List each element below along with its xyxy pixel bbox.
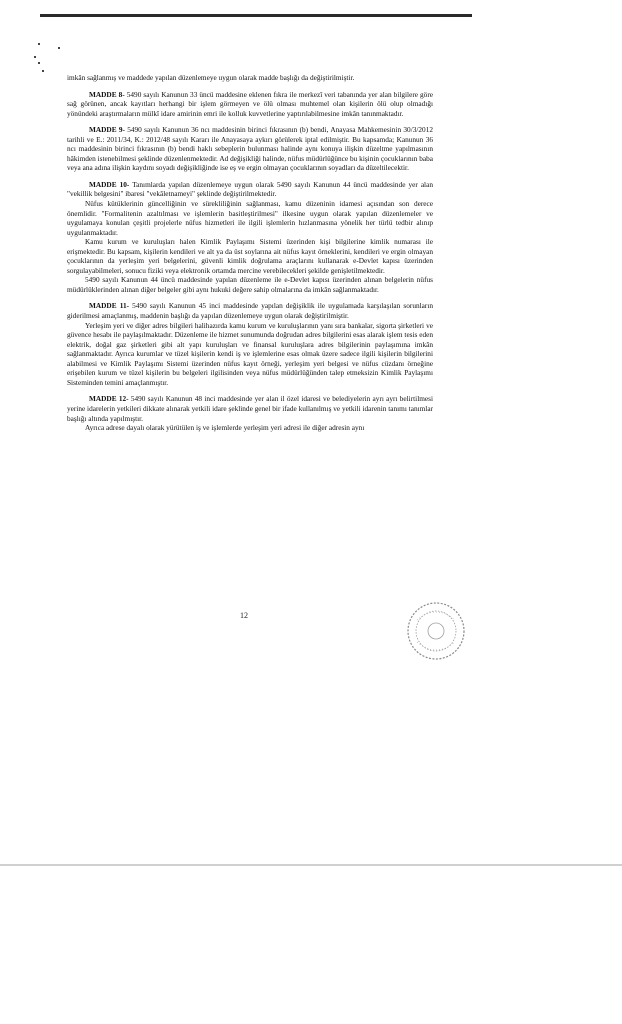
article-12-heading: MADDE 12- bbox=[89, 394, 129, 404]
article-9-text: 5490 sayılı Kanunun 36 ncı maddesinin birinci fıkrasının (b) bendi, Anayasa Mahkemesinin 30/3/2012 tarihli ve E.: 2011/34, K.: 2012/48 sayılı Kararı ile Anayasaya aykırı görülerek iptal edilmiştir. Bu kapsamda; Kanunun 36 ncı maddesinin birinci fıkrasının (b) bendi haklı sebeplerin bulunması halinde aynı konuya ilişkin düzeltme yapılmasının hâkimden istenebilmesi şeklinde düzenlenmektedir. Ad değişikliği halinde, nüfus müdürlüğünce bu kişinin çocuklarının baba veya ana adına ilişkin kaydını soyadı değişikliğinde ise eş ve ergin olmayan çocuklarının soyadları da düzeltilecektir. bbox=[67, 125, 433, 173]
article-8-paragraph bbox=[67, 90, 433, 119]
scan-speck bbox=[42, 70, 44, 72]
article-10-paragraph bbox=[67, 180, 433, 199]
article-11-paragraph bbox=[67, 301, 433, 320]
article-10-text-2: Nüfus kütüklerinin güncelliğinin ve sürekliliğinin sağlanması, kamu düzeninin idamesi açısından son derece önemlidir. "Formalitenin azaltılması ve işlemlerin basitleştirilmesi" ilkesine uygun olarak yapılan düzenlemeler ve uygulamaya konulan çeşitli projelerle nüfus hizmetleri ile ilgili işlemlerin hızlanmasına yönelik her türlü tedbir alınıp uygulanmaktadır. bbox=[67, 199, 433, 237]
article-12-paragraph bbox=[67, 394, 433, 423]
top-rule bbox=[40, 14, 472, 17]
document-body bbox=[67, 73, 433, 433]
article-9-heading: MADDE 9- bbox=[89, 125, 125, 135]
scan-speck bbox=[58, 47, 60, 49]
article-10-text-3: Kamu kurum ve kuruluşları halen Kimlik Paylaşımı Sistemi üzerinden kişi bilgilerine kimlik numarası ile erişmektedir. Bu kapsam, kişilerin kendileri ve alt ya da üst soylarına ait nüfus kayıt örneklerini, kendileri ve ergin olmayan çocuklarının da yerleşim yeri belgelerini, güvenli kimlik doğrulama araçlarını kullanarak e-Devlet kapısı üzerinden sorgulayabilmeleri, sonucu fiziki veya elektronik ortamda mercine verebilecekleri şekilde genişletilmektedir. bbox=[67, 237, 433, 275]
scan-speck bbox=[38, 62, 40, 64]
article-8-text: 5490 sayılı Kanunun 33 üncü maddesine eklenen fıkra ile merkezî veri tabanında yer alan bilgilere göre sağ görünen, ancak kayıtları herhangi bir işlem görmeyen ve ölü olması muhtemel olan kişilerin ölü olup olmadığı yönündeki araştırmaların mülkî idare amirinin emri ile kolluk kuvvetlerine yaptırılabilmesine imkân tanınmaktadır. bbox=[67, 89, 433, 118]
article-8-heading: MADDE 8- bbox=[89, 89, 125, 99]
scan-bottom-edge bbox=[0, 864, 622, 866]
page-number: 12 bbox=[240, 611, 248, 620]
official-seal-icon bbox=[405, 600, 467, 662]
scan-speck bbox=[38, 43, 40, 45]
lead-paragraph: imkân sağlanmış ve maddede yapılan düzenlemeye uygun olarak madde başlığı da değiştirilmiştir. bbox=[67, 73, 355, 82]
scan-speck bbox=[34, 56, 36, 58]
article-12-text: 5490 sayılı Kanunun 48 inci maddesinde yer alan il özel idaresi ve belediyelerin ayrı ayrı belirtilmesi yerine idarelerin yetkileri dikkate alınarak yetkili idare şeklinde genel bir ifade kullanılmış ve yetkili idarenin tanımı tanımlar başlığı altında yapılmıştır. bbox=[67, 394, 433, 423]
article-10-text-4: 5490 sayılı Kanunun 44 üncü maddesinde yapılan düzenleme ile e-Devlet kapısı üzerinden alınan belgelerin nüfus müdürlüklerinden alınan diğer belgeler gibi aynı hukuki değere sahip olmalarına da imkân sağlanmaktadır. bbox=[67, 275, 433, 294]
article-10-heading: MADDE 10- bbox=[89, 179, 130, 189]
article-11-heading: MADDE 11- bbox=[89, 301, 130, 311]
article-11-text-2: Yerleşim yeri ve diğer adres bilgileri halihazırda kamu kurum ve kuruluşlarının yanı sıra bankalar, sigorta şirketleri ve güvence hesabı ile paylaşılmaktadır. Düzenleme ile hizmet sunumunda doğrudan adres bilgilerini esas alarak işlem tesis eden elektrik, doğal gaz şirketleri gibi alt yapı kuruluşları ve finansal kuruluşlara adres bilgilerinin paylaşımına imkân sağlanmaktadır. Ayrıca kurumlar ve tüzel kişilerin kendi iş ve işlemlerine esas olmak üzere sadece ilgili kişilerin bilgilerini alabilmesi ve Kimlik Paylaşımı Sistemi üzerinden nüfus kayıt örneği, yerleşim yeri belgesi ve nüfus cüzdanı örneğine erişebilen kurum ve tüzel kişilerin bu belgeleri ilgilisinden veya nüfus müdürlüğünden talep etmeksizin Kimlik Paylaşımı Sisteminden temini amaçlanmıştır. bbox=[67, 320, 433, 387]
article-11-text: 5490 sayılı Kanunun 45 inci maddesinde yapılan değişiklik ile uygulamada karşılaşılan sorunların giderilmesi amaçlanmış, maddenin başlığı da yapılan düzenlemeye uygun olarak değiştirilmiştir. bbox=[67, 301, 433, 321]
article-12-text-2: Ayrıca adrese dayalı olarak yürütülen iş ve işlemlerde yerleşim yeri adresi ile diğer adresin aynı bbox=[85, 423, 365, 433]
article-10-text: Tanımlarda yapılan düzenlemeye uygun olarak 5490 sayılı Kanunun 44 üncü maddesinde yer alan "vekillik belgesini" ibaresi "vekâletnameyi" şeklinde değiştirilmektedir. bbox=[67, 179, 433, 199]
article-9-paragraph bbox=[67, 125, 433, 173]
